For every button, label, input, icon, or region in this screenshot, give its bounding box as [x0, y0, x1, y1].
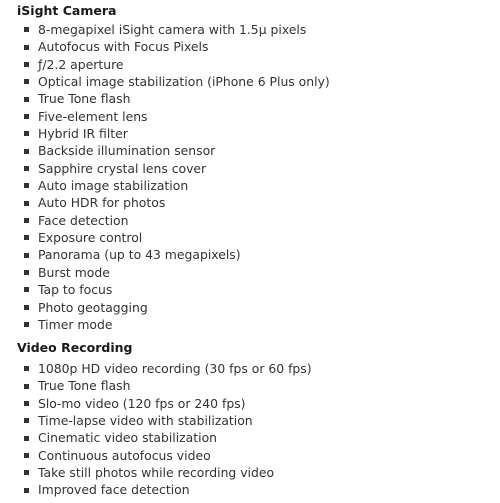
square-bullet-icon — [24, 149, 29, 154]
square-bullet-icon — [24, 27, 29, 32]
spec-item-text: Hybrid IR filter — [38, 126, 128, 142]
square-bullet-icon — [24, 470, 29, 475]
square-bullet-icon — [24, 366, 29, 371]
square-bullet-icon — [24, 131, 29, 136]
square-bullet-icon — [24, 183, 29, 188]
spec-item-text: Photo geotagging — [38, 299, 148, 315]
spec-item-text: Backside illumination sensor — [38, 143, 216, 159]
spec-item-text: True Tone flash — [38, 91, 131, 107]
spec-item-text: Panorama (up to 43 megapixels) — [38, 247, 241, 263]
square-bullet-icon — [24, 384, 29, 389]
section-heading-video-recording: Video Recording — [17, 340, 133, 355]
spec-item-text: Improved face detection — [38, 482, 190, 498]
spec-item-text: 1080p HD video recording (30 fps or 60 fps) — [38, 361, 312, 376]
square-bullet-icon — [24, 418, 29, 423]
square-bullet-icon — [24, 287, 29, 292]
spec-item-text: Autofocus with Focus Pixels — [38, 39, 209, 55]
spec-item-text: Continuous autofocus video — [38, 447, 211, 463]
square-bullet-icon — [24, 201, 29, 206]
spec-item-text: ƒ/2.2 aperture — [38, 56, 124, 72]
spec-item-text: Timer mode — [38, 316, 113, 332]
square-bullet-icon — [24, 218, 29, 223]
square-bullet-icon — [24, 79, 29, 84]
spec-item-text: Tap to focus — [38, 282, 113, 298]
square-bullet-icon — [24, 436, 29, 441]
spec-item-text: Face detection — [38, 212, 129, 228]
spec-item-text: True Tone flash — [38, 378, 131, 394]
spec-item-text: Cinematic video stabilization — [38, 430, 217, 446]
square-bullet-icon — [24, 488, 29, 493]
spec-item-text: Burst mode — [38, 264, 110, 280]
spec-item-text: Exposure control — [38, 230, 143, 246]
square-bullet-icon — [24, 235, 29, 240]
square-bullet-icon — [24, 45, 29, 50]
spec-item-text: Slo‑mo video (120 fps or 240 fps) — [38, 395, 246, 411]
square-bullet-icon — [24, 114, 29, 119]
square-bullet-icon — [24, 305, 29, 310]
square-bullet-icon — [24, 453, 29, 458]
square-bullet-icon — [24, 401, 29, 406]
square-bullet-icon — [24, 270, 29, 275]
spec-item-text: Five‑element lens — [38, 108, 148, 124]
square-bullet-icon — [24, 166, 29, 171]
square-bullet-icon — [24, 322, 29, 327]
spec-item-text: Auto image stabilization — [38, 178, 189, 194]
square-bullet-icon — [24, 97, 29, 102]
section-heading-isight-camera: iSight Camera — [17, 3, 117, 18]
spec-item-text: 8‑megapixel iSight camera with 1.5µ pixels — [38, 22, 307, 37]
spec-item-text: Take still photos while recording video — [38, 465, 275, 481]
spec-item-text: Time‑lapse video with stabilization — [38, 413, 253, 429]
spec-item-text: Sapphire crystal lens cover — [38, 160, 207, 176]
square-bullet-icon — [24, 62, 29, 67]
square-bullet-icon — [24, 253, 29, 258]
spec-item-text: Optical image stabilization (iPhone 6 Plus only) — [38, 74, 330, 90]
spec-item-text: Auto HDR for photos — [38, 195, 166, 211]
